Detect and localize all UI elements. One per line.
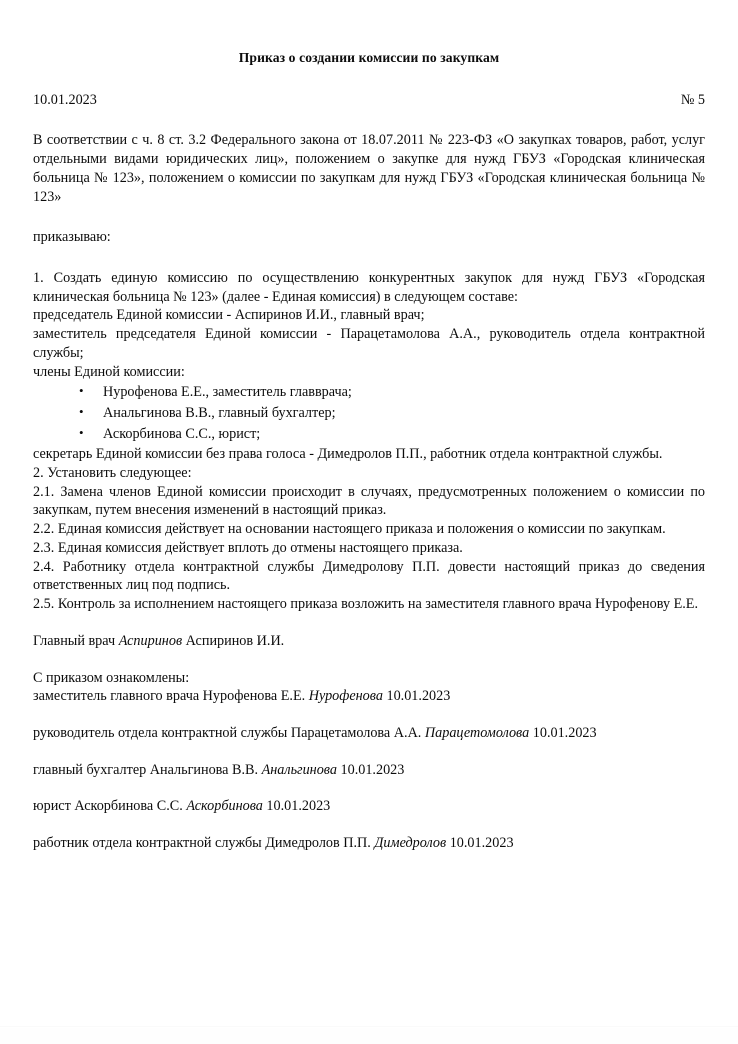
clause-2-item-1: 2.1. Замена членов Единой комиссии происходит в случаях, предусмотренных положением о комиссии по закупкам, путем внесения изменений в настоящий приказ. bbox=[33, 483, 705, 519]
order-verb: приказываю: bbox=[33, 229, 111, 246]
list-item-label: Нурофенова Е.Е., заместитель главврача; bbox=[103, 384, 352, 401]
clause-2-item-4: 2.4. Работнику отдела контрактной службы Димедролову П.П. довести настоящий приказ до сведения ответственных лиц под подпись. bbox=[33, 558, 705, 594]
clause-2-item-2: 2.2. Единая комиссия действует на основании настоящего приказа и положения о комиссии по закупкам. bbox=[33, 521, 666, 538]
acknowledgement-autograph: Димедролов bbox=[374, 835, 447, 852]
list-item-label: Анальгинова В.В., главный бухгалтер; bbox=[103, 405, 336, 422]
document-date: 10.01.2023 bbox=[33, 92, 97, 109]
bullet-icon: • bbox=[79, 383, 84, 399]
acknowledgement-role: заместитель главного врача Нурофенова Е.Е. bbox=[33, 688, 306, 705]
signature-line bbox=[33, 632, 705, 651]
signature-autograph: Аспиринов bbox=[118, 632, 183, 649]
document-number: № 5 bbox=[680, 92, 705, 109]
bullet-icon: • bbox=[79, 404, 84, 420]
document-content bbox=[33, 0, 705, 853]
list-item bbox=[79, 403, 705, 424]
document-meta-row bbox=[33, 92, 705, 109]
acknowledgement-date: 10.01.2023 bbox=[340, 761, 405, 778]
acknowledgement-autograph: Анальгинова bbox=[261, 761, 337, 778]
acknowledgement-row bbox=[33, 761, 705, 780]
acknowledgement-date: 10.01.2023 bbox=[386, 688, 451, 705]
acknowledgement-row bbox=[33, 834, 705, 853]
page-title: Приказ о создании комиссии по закупкам bbox=[238, 50, 500, 65]
list-item-label: Аскорбинова С.С., юрист; bbox=[103, 425, 261, 442]
signature-role: Главный врач bbox=[33, 632, 116, 649]
acknowledgement-role: главный бухгалтер Анальгинова В.В. bbox=[33, 761, 259, 778]
signature-name: Аспиринов И.И. bbox=[185, 632, 285, 649]
acknowledgement-role: руководитель отдела контрактной службы Парацетамолова А.А. bbox=[33, 725, 422, 742]
clause-2-heading: 2. Установить следующее: bbox=[33, 464, 192, 481]
acknowledgement-date: 10.01.2023 bbox=[532, 725, 597, 742]
commission-members-list bbox=[33, 382, 705, 444]
clause-2-item-5: 2.5. Контроль за исполнением настоящего приказа возложить на заместителя главного врача Нурофенову Е.Е. bbox=[33, 596, 699, 613]
acknowledgement-autograph: Аскорбинова bbox=[186, 798, 263, 815]
page-bottom-edge bbox=[0, 1026, 738, 1027]
clause-1-secretary: секретарь Единой комиссии без права голоса - Димедролов П.П., работник отдела контрактной службы. bbox=[33, 446, 663, 463]
bullet-icon: • bbox=[79, 424, 84, 440]
clause-1-chairman: председатель Единой комиссии - Аспиринов И.И., главный врач; bbox=[33, 307, 425, 324]
preamble-paragraph: В соответствии с ч. 8 ст. 3.2 Федерального закона от 18.07.2011 № 223-ФЗ «О закупках товаров, работ, услуг отдельными видами юридических лиц», положением о закупке для нужд ГБУЗ «Городская клиническая больница № 123», положением о комиссии по закупкам для нужд ГБУЗ «Городская клиническая больница № 123» bbox=[33, 132, 705, 205]
acknowledgement-role: юрист Аскорбинова С.С. bbox=[33, 798, 183, 815]
acknowledgement-role: работник отдела контрактной службы Димедролов П.П. bbox=[33, 835, 371, 852]
clause-1-deputy: заместитель председателя Единой комиссии - Парацетамолова А.А., руководитель отдела контрактной службы; bbox=[33, 326, 705, 361]
list-item bbox=[79, 424, 705, 445]
list-item bbox=[79, 382, 705, 403]
acknowledgement-autograph: Парацетомолова bbox=[424, 725, 530, 742]
acknowledgement-row bbox=[33, 687, 705, 706]
acknowledgement-row bbox=[33, 724, 705, 743]
acknowledgement-date: 10.01.2023 bbox=[266, 798, 331, 815]
clause-1-text: 1. Создать единую комиссию по осуществлению конкурентных закупок для нужд ГБУЗ «Городская клиническая больница № 123» (далее - Единая комиссия) в следующем составе: bbox=[33, 270, 705, 305]
acknowledgement-date: 10.01.2023 bbox=[449, 835, 514, 852]
acknowledgement-row bbox=[33, 797, 705, 816]
acknowledgement-heading: С приказом ознакомлены: bbox=[33, 669, 190, 686]
clause-1-members-heading: члены Единой комиссии: bbox=[33, 363, 185, 380]
clause-2-item-3: 2.3. Единая комиссия действует вплоть до отмены настоящего приказа. bbox=[33, 539, 463, 556]
acknowledgement-autograph: Нурофенова bbox=[308, 688, 383, 705]
